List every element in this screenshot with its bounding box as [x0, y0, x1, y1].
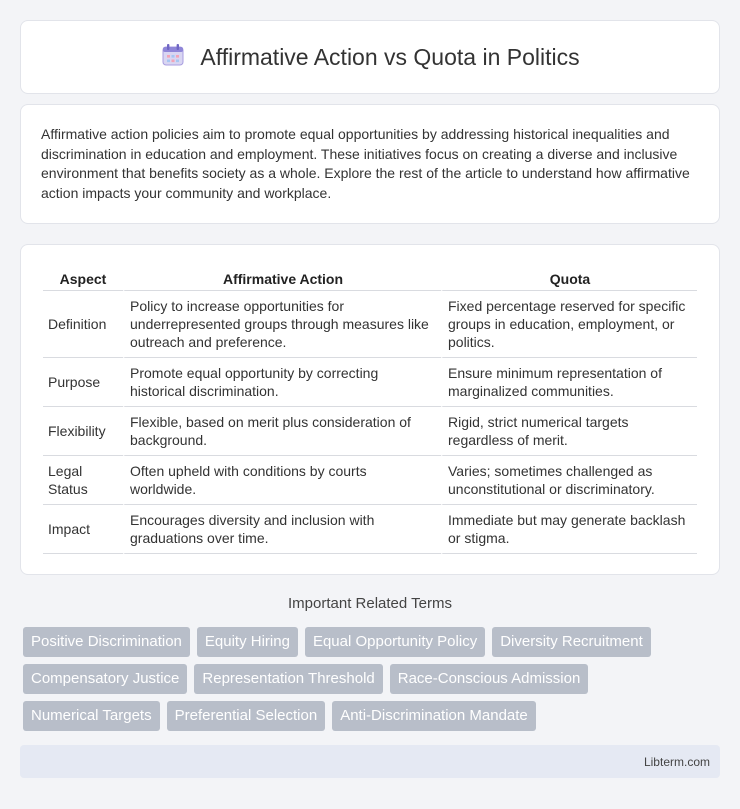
comparison-table: [43, 263, 697, 554]
related-term-tag[interactable]: Preferential Selection: [167, 701, 326, 731]
quota-cell: Fixed percentage reserved for specific groups in education, employment, or politics.: [441, 291, 697, 358]
affirmative-cell: Policy to increase opportunities for underrepresented groups through measures like outreach and preference.: [123, 291, 441, 358]
aspect-cell: Legal Status: [43, 456, 123, 505]
table-header-row: [43, 263, 697, 291]
intro-text: Affirmative action policies aim to promote equal opportunities by addressing historical inequalities and discrimination in education and employment. These initiatives focus on creating a diverse and inclusive environment that benefits society as a whole. Explore the rest of the article to understand how affirmative action impacts your community and workplace.: [41, 126, 690, 201]
header-card: [20, 20, 720, 94]
quota-cell: Ensure minimum representation of marginalized communities.: [441, 358, 697, 407]
quota-cell: Varies; sometimes challenged as unconstitutional or discriminatory.: [441, 456, 697, 505]
related-term-tag[interactable]: Positive Discrimination: [23, 627, 190, 657]
related-term-tag[interactable]: Diversity Recruitment: [492, 627, 651, 657]
related-term-tag[interactable]: Numerical Targets: [23, 701, 160, 731]
column-header-aspect: Aspect: [43, 263, 123, 291]
related-term-tag[interactable]: Anti-Discrimination Mandate: [332, 701, 536, 731]
footer-site-link[interactable]: Libterm.com: [643, 754, 710, 769]
column-header-quota: Quota: [441, 263, 697, 291]
affirmative-cell: Flexible, based on merit plus consideration of background.: [123, 407, 441, 456]
table-row: [43, 291, 697, 358]
related-terms-title: Important Related Terms: [288, 595, 452, 612]
quota-cell: Immediate but may generate backlash or stigma.: [441, 505, 697, 554]
related-term-tag[interactable]: Compensatory Justice: [23, 664, 187, 694]
quota-cell: Rigid, strict numerical targets regardless of merit.: [441, 407, 697, 456]
footer: [20, 745, 720, 778]
table-row: [43, 358, 697, 407]
related-terms-tags: [23, 627, 723, 731]
table-row: [43, 407, 697, 456]
aspect-cell: Flexibility: [43, 407, 123, 456]
column-header-affirmative-action: Affirmative Action: [123, 263, 441, 291]
related-term-tag[interactable]: Race-Conscious Admission: [390, 664, 589, 694]
calendar-icon: [160, 42, 186, 73]
aspect-cell: Impact: [43, 505, 123, 554]
affirmative-cell: Promote equal opportunity by correcting historical discrimination.: [123, 358, 441, 407]
intro-card: [20, 104, 720, 224]
aspect-cell: Purpose: [43, 358, 123, 407]
affirmative-cell: Encourages diversity and inclusion with graduations over time.: [123, 505, 441, 554]
related-term-tag[interactable]: Representation Threshold: [194, 664, 382, 694]
aspect-cell: Definition: [43, 291, 123, 358]
page-title: Affirmative Action vs Quota in Politics: [200, 43, 580, 70]
related-term-tag[interactable]: Equal Opportunity Policy: [305, 627, 485, 657]
related-term-tag[interactable]: Equity Hiring: [197, 627, 298, 657]
affirmative-cell: Often upheld with conditions by courts worldwide.: [123, 456, 441, 505]
title-wrap: [160, 42, 579, 73]
comparison-table-card: [20, 244, 720, 575]
table-row: [43, 505, 697, 554]
table-row: [43, 456, 697, 505]
